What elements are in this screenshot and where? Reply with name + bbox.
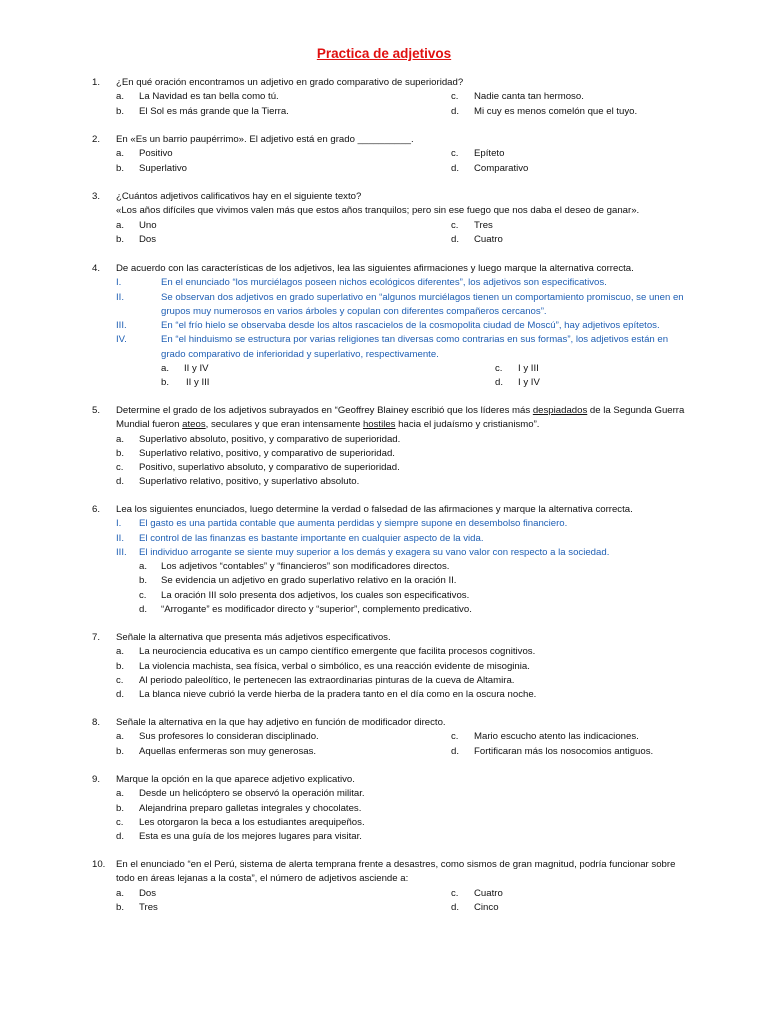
underlined-adjective: ateos <box>182 419 206 431</box>
option-letter: c. <box>451 91 459 103</box>
statement-number: I. <box>116 518 122 530</box>
option-letter: c. <box>495 363 503 375</box>
option-letter: d. <box>451 162 460 174</box>
option-letter: d. <box>451 901 460 913</box>
option-c: Cuatro <box>474 887 503 899</box>
option-d: I y IV <box>518 377 540 389</box>
question-number: 9. <box>92 774 101 785</box>
question-number: 2. <box>92 134 101 145</box>
option-c: Tres <box>474 219 493 231</box>
option-letter: d. <box>451 233 460 245</box>
question-text: De acuerdo con las características de los adjetivos, lea las siguientes afirmaciones y luego marque la alternativa correcta. <box>116 263 634 274</box>
question-number: 5. <box>92 405 101 416</box>
option-letter: c. <box>116 462 124 474</box>
statement-number: I. <box>116 277 122 289</box>
question-text: Señale la alternativa en la que hay adjetivo en función de modificador directo. <box>116 717 446 728</box>
option-d: Superlativo relativo, positivo, y superlativo absoluto. <box>139 476 360 488</box>
option-letter: b. <box>116 802 125 814</box>
option-c: Nadie canta tan hermoso. <box>474 91 584 103</box>
option-letter: b. <box>116 660 125 672</box>
option-a: Desde un helicóptero se observó la operación militar. <box>139 788 365 800</box>
option-letter: c. <box>451 731 459 743</box>
question-2 <box>92 133 692 176</box>
question-number: 3. <box>92 191 101 202</box>
option-d: Cuatro <box>474 233 503 245</box>
option-b: II y III <box>186 377 210 389</box>
question-number: 1. <box>92 77 101 88</box>
option-letter: a. <box>139 561 148 573</box>
option-letter: d. <box>116 476 125 488</box>
statement-number: III. <box>116 546 127 558</box>
option-a: Sus profesores lo consideran disciplinado. <box>139 731 319 743</box>
statement-text: Se observan dos adjetivos en grado superlativo en “algunos murciélagos tienen un comportamiento promiscuo, se unen en grupos muy numerosos en varios árboles y copulan con diferentes compañeros cercanos”. <box>161 291 684 317</box>
question-text: ¿Cuántos adjetivos calificativos hay en el siguiente texto? <box>116 191 362 202</box>
option-a: Uno <box>139 219 157 231</box>
statement-3 <box>92 546 692 560</box>
statement-2 <box>92 532 692 546</box>
statement-text: El control de las finanzas es bastante importante en cualquier aspecto de la vida. <box>139 532 484 544</box>
option-c: Les otorgaron la beca a los estudiantes arequipeños. <box>139 816 365 828</box>
question-4 <box>92 262 692 391</box>
option-letter: c. <box>451 148 459 160</box>
question-3 <box>92 190 692 247</box>
question-number: 10. <box>92 859 106 870</box>
question-number: 8. <box>92 717 101 728</box>
option-d: Comparativo <box>474 162 529 174</box>
question-text: Lea los siguientes enunciados, luego determine la verdad o falsedad de las afirmaciones y marque la alternativa correcta. <box>116 504 633 515</box>
option-d: Mi cuy es menos comelón que el tuyo. <box>474 105 638 117</box>
question-text: Señale la alternativa que presenta más adjetivos especificativos. <box>116 632 391 643</box>
option-c: Epíteto <box>474 148 505 160</box>
option-letter: b. <box>116 901 125 913</box>
statement-text: En “el hinduismo se estructura por varias religiones tan diversas como contrarias en sus formas”, los adjetivos están en grado comparativo de inferioridad y superlativo, respectivamente. <box>161 334 669 360</box>
option-letter: a. <box>116 731 125 743</box>
option-letter: a. <box>116 219 125 231</box>
question-1 <box>92 76 692 119</box>
option-c: Positivo, superlativo absoluto, y comparativo de superioridad. <box>139 462 400 474</box>
statement-number: IV. <box>116 334 127 346</box>
question-8 <box>92 716 692 759</box>
statement-text: El gasto es una partida contable que aumenta perdidas y siempre supone en desembolso financiero. <box>139 518 568 530</box>
option-c: Al periodo paleolítico, le pertenecen las extraordinarias pinturas de la cueva de Altamira. <box>139 674 515 686</box>
option-letter: b. <box>161 377 170 389</box>
option-letter: c. <box>116 816 124 828</box>
option-letter: a. <box>116 91 125 103</box>
option-a: La neurociencia educativa es un campo científico emergente que facilita procesos cognitivos. <box>139 646 536 658</box>
option-letter: a. <box>116 433 125 445</box>
question-quote: «Los años difíciles que vivimos valen más que estos años tranquilos; pero sin ese fuego que nos daba el deseo de ganar». <box>116 205 640 217</box>
question-number: 7. <box>92 632 101 643</box>
option-letter: c. <box>139 589 147 601</box>
statement-text: En el enunciado “los murciélagos poseen nichos ecológicos diferentes”, los adjetivos son especificativos. <box>161 277 607 289</box>
statement-3 <box>92 319 692 333</box>
option-letter: a. <box>161 363 170 375</box>
underlined-adjective: despiadados <box>532 405 588 416</box>
option-b: Aquellas enfermeras son muy generosas. <box>139 745 317 757</box>
option-letter: b. <box>116 447 125 459</box>
question-6 <box>92 503 692 617</box>
option-letter: d. <box>116 831 125 843</box>
option-d: Fortificaran más los nosocomios antiguos. <box>474 745 654 757</box>
option-c: La oración III solo presenta dos adjetivos, los cuales son especificativos. <box>161 589 470 601</box>
question-number: 4. <box>92 263 101 274</box>
option-letter: d. <box>451 105 460 117</box>
option-letter: b. <box>139 575 148 587</box>
option-letter: d. <box>116 689 125 701</box>
option-a: II y IV <box>184 363 209 375</box>
statement-4 <box>92 333 692 362</box>
option-letter: c. <box>116 674 124 686</box>
option-a: Superlativo absoluto, positivo, y comparativo de superioridad. <box>139 433 401 445</box>
page-title: Practica de adjetivos <box>316 46 452 61</box>
question-10 <box>92 858 692 915</box>
question-7 <box>92 631 692 702</box>
option-d: Cinco <box>474 901 499 913</box>
question-5 <box>92 404 692 490</box>
option-letter: a. <box>116 148 125 160</box>
question-9 <box>92 773 692 844</box>
option-letter: a. <box>116 788 125 800</box>
option-letter: d. <box>495 377 504 389</box>
option-c: Mario escucho atento las indicaciones. <box>474 731 639 743</box>
option-a: La Navidad es tan bella como tú. <box>139 91 279 103</box>
option-b: Superlativo relativo, positivo, y comparativo de superioridad. <box>139 447 395 459</box>
statement-text: En “el frío hielo se observaba desde los altos rascacielos de la cosmopolita ciudad de Moscú”, hay adjetivos epítetos. <box>161 320 660 332</box>
option-a: Positivo <box>139 148 173 160</box>
option-d: Esta es una guía de los mejores lugares para visitar. <box>139 831 362 843</box>
statement-text: El individuo arrogante se siente muy superior a los demás y exagera su vano valor con respecto a la sociedad. <box>139 546 610 558</box>
option-letter: a. <box>116 646 125 658</box>
option-b: El Sol es más grande que la Tierra. <box>139 105 289 117</box>
statement-number: II. <box>116 532 124 544</box>
option-letter: b. <box>116 105 125 117</box>
question-text: ¿En qué oración encontramos un adjetivo en grado comparativo de superioridad? <box>116 77 464 88</box>
option-letter: c. <box>451 219 459 231</box>
option-c: I y III <box>518 363 539 375</box>
underlined-adjective: hostiles <box>362 419 396 431</box>
option-letter: a. <box>116 887 125 899</box>
question-text: En «Es un barrio paupérrimo». El adjetivo está en grado __________. <box>116 134 414 145</box>
option-letter: b. <box>116 233 125 245</box>
option-b: Superlativo <box>139 162 187 174</box>
option-a: Los adjetivos “contables” y “financieros” son modificadores directos. <box>161 561 450 573</box>
question-number: 6. <box>92 504 101 515</box>
option-b: La violencia machista, sea física, verbal o simbólico, es una reacción evidente de misoginia. <box>139 660 530 672</box>
statement-number: III. <box>116 320 127 332</box>
option-letter: c. <box>451 887 459 899</box>
statement-1 <box>92 517 692 531</box>
option-b: Se evidencia un adjetivo en grado superlativo relativo en la oración II. <box>161 575 457 587</box>
option-letter: d. <box>451 745 460 757</box>
option-d: La blanca nieve cubrió la verde hierba de la pradera tanto en el día como en la oscura noche. <box>139 689 537 701</box>
option-letter: d. <box>139 604 148 616</box>
question-text: Determine el grado de los adjetivos subrayados en “Geoffrey Blainey escribió que los líderes más despiadados de la Segunda Guerra Mundial fueron ateos, seculares y que eran intensamente hostiles hacia el judaísmo y cristianismo”. <box>116 405 685 431</box>
statement-number: II. <box>116 291 124 303</box>
option-d: “Arrogante” es modificador directo y “superior”, complemento predicativo. <box>161 604 472 616</box>
statement-2 <box>92 291 692 320</box>
option-b: Alejandrina preparo galletas integrales y chocolates. <box>139 802 362 814</box>
statement-1 <box>92 276 692 290</box>
option-letter: b. <box>116 745 125 757</box>
question-text: Marque la opción en la que aparece adjetivo explicativo. <box>116 774 355 785</box>
option-b: Tres <box>139 901 158 913</box>
question-text: En el enunciado “en el Perú, sistema de alerta temprana frente a desastres, como sismos de gran magnitud, podría funcionar sobre todo en áreas lejanas a la costa”, el número de adjetivos asciende a: <box>116 859 676 885</box>
option-a: Dos <box>139 887 157 899</box>
option-b: Dos <box>139 233 157 245</box>
option-letter: b. <box>116 162 125 174</box>
